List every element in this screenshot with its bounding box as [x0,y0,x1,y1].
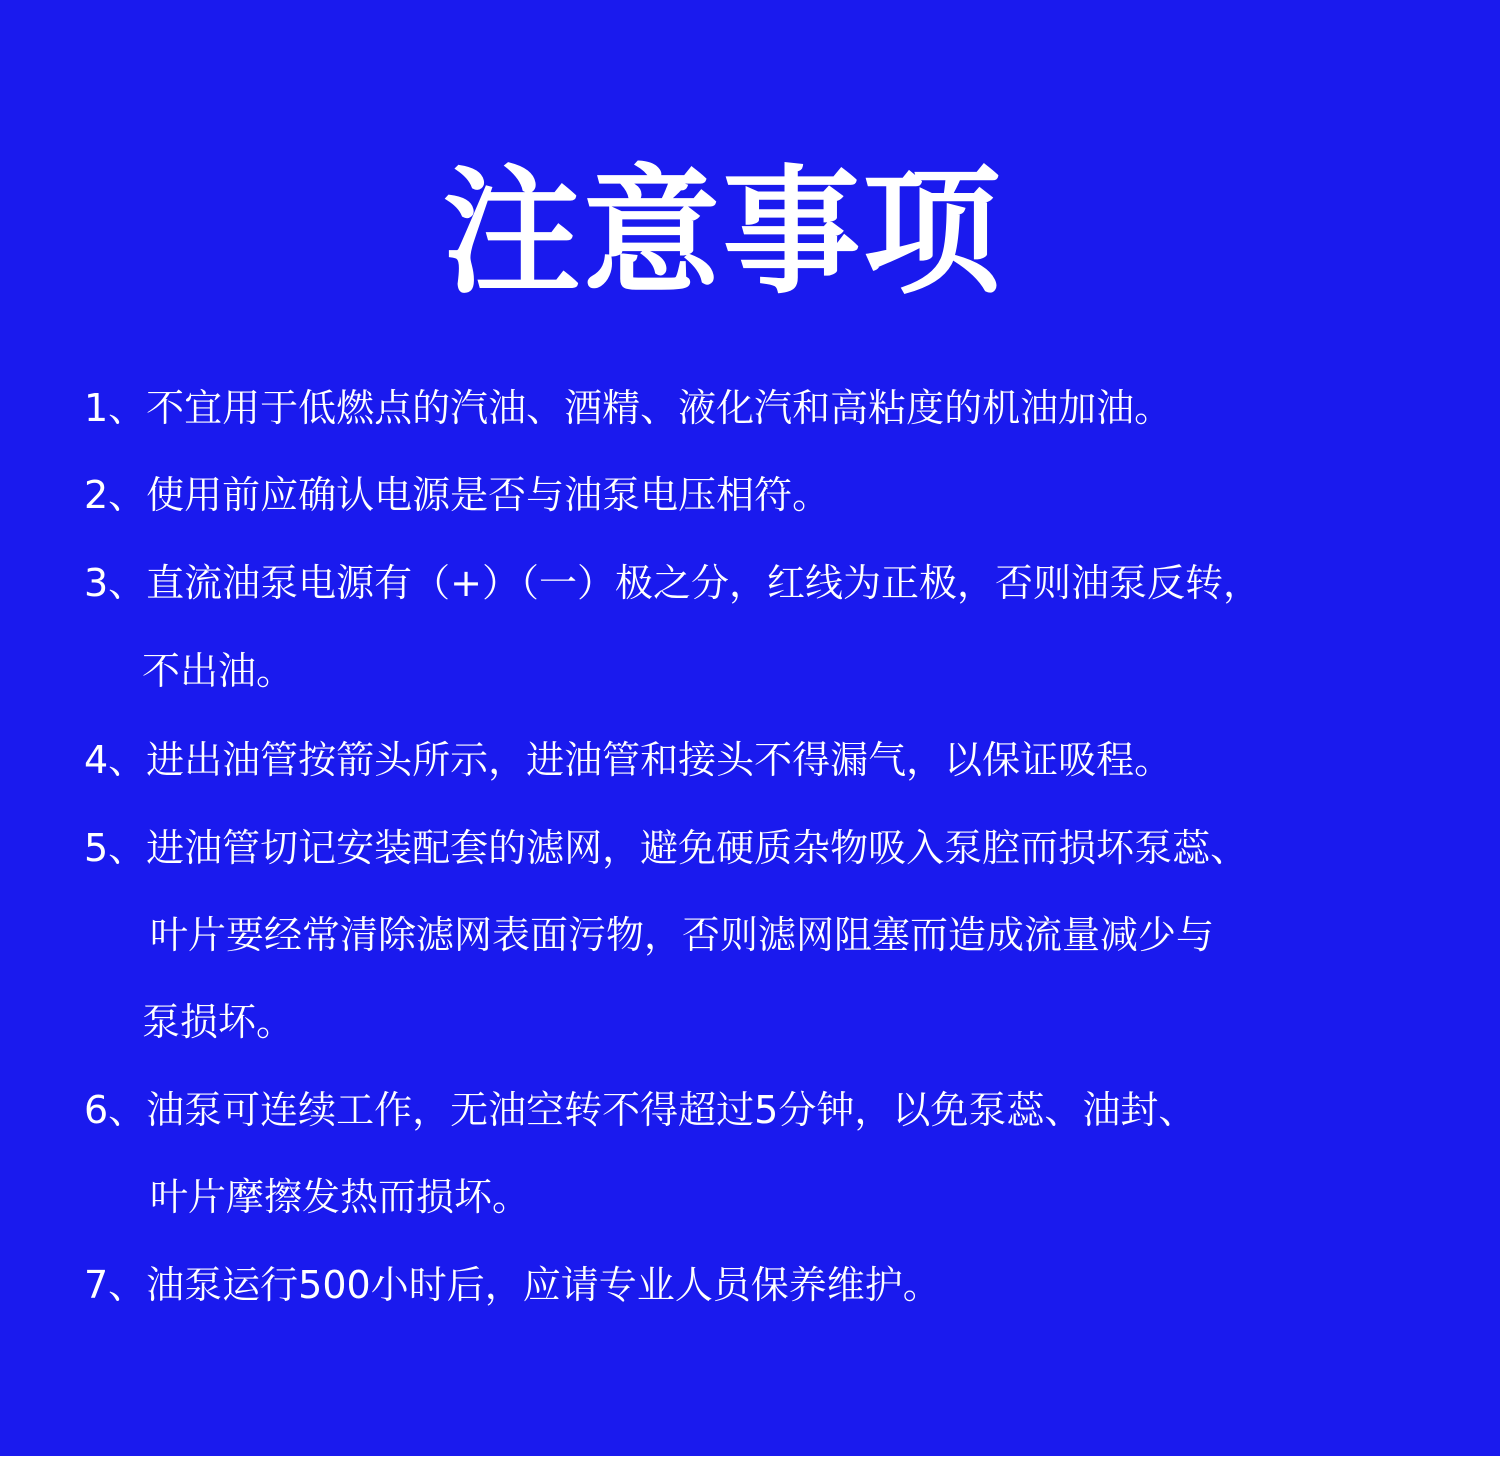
note-3-line-1: 3、直流油泵电源有（+）（一）极之分，红线为正极，否则油泵反转， [84,561,1262,605]
note-5-line-1: 5、进油管切记安装配套的滤网，避免硬质杂物吸入泵腔而损坏泵蕊、 [84,826,1249,870]
note-1-line-1: 1、不宜用于低燃点的汽油、酒精、液化汽和高粘度的机油加油。 [84,386,1173,430]
note-4-line-1: 4、进出油管按箭头所示，进油管和接头不得漏气，以保证吸程。 [84,738,1173,782]
note-6-line-2: 叶片摩擦发热而损坏。 [150,1175,531,1219]
note-6-line-1: 6、油泵可连续工作，无油空转不得超过5分钟，以免泵蕊、油封、 [84,1088,1197,1132]
page-title: 注意事项 [442,152,1003,314]
note-7-line-1: 7、油泵运行500小时后，应请专业人员保养维护。 [84,1263,941,1307]
note-5-line-2: 叶片要经常清除滤网表面污物，否则滤网阻塞而造成流量减少与 [150,913,1215,957]
note-5-line-3: 泵损坏。 [142,1000,295,1044]
note-2-line-1: 2、使用前应确认电源是否与油泵电压相符。 [84,473,831,517]
note-3-line-2: 不出油。 [142,649,295,693]
